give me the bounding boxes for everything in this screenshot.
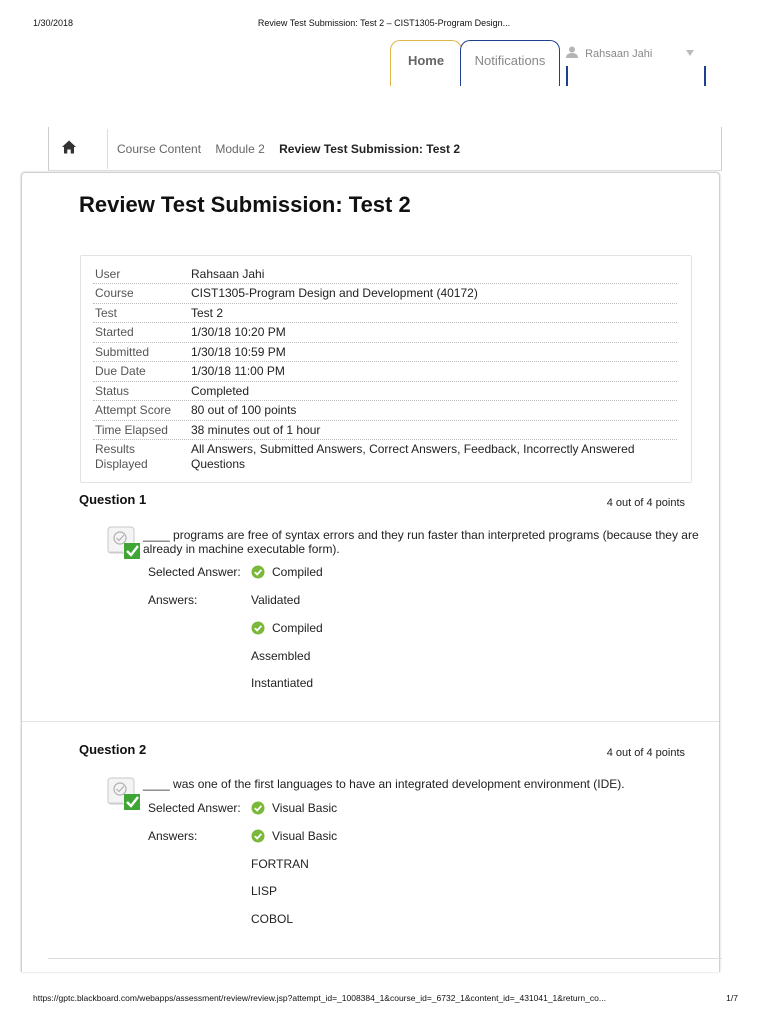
question-divider [22,721,719,722]
info-row-attempt-score [93,401,677,421]
info-label: Submitted [95,344,150,359]
info-label: Due Date [95,364,146,378]
info-row-course [93,284,677,304]
info-value: All Answers, Submitted Answers, Correct Answers, Feedback, Incorrectly Answered Questions [191,442,635,471]
info-row-started [93,323,677,343]
info-label: Status [95,383,130,398]
question-points: 4 out of 4 points [606,747,685,759]
tab-home[interactable]: Home [390,40,462,86]
info-row-user [93,265,677,284]
answers-label: Answers: [148,829,198,843]
answer-text: Visual Basic [272,829,338,843]
print-footer [33,993,738,1003]
info-row-submitted [93,343,677,363]
info-row-due-date [93,362,677,382]
breadcrumb-item-course-content[interactable]: Course Content [117,142,202,156]
tab-border-line [704,66,706,86]
selected-answer [251,565,323,579]
info-label: Started [95,325,134,339]
info-label [95,442,148,472]
info-row-results-displayed [93,440,677,474]
info-label-line2: Displayed [95,457,148,471]
breadcrumb-trail [117,142,471,156]
info-value: Completed [191,383,250,398]
info-value: Rahsaan Jahi [191,267,265,281]
question-title: Question 1 [79,492,147,507]
caret-down-icon[interactable] [685,49,695,57]
info-value: Test 2 [191,305,224,320]
page-title: Review Test Submission: Test 2 [79,192,411,217]
info-label: Course [95,286,134,300]
question-title: Question 2 [79,742,147,757]
info-label: User [95,267,121,281]
info-value: 1/30/18 11:00 PM [191,364,285,378]
info-value: CIST1305-Program Design and Development (40172) [191,286,478,300]
selected-answer-label: Selected Answer: [148,565,241,579]
answer-option: FORTRAN [251,857,309,871]
selected-answer-label: Selected Answer: [148,801,241,815]
check-circle-icon [251,565,265,579]
selected-answer-text: Visual Basic [272,801,338,815]
answer-option: Instantiated [251,676,314,690]
selected-answer [251,801,337,815]
answers-label: Answers: [148,593,198,607]
answer-option-correct [251,829,337,843]
footer-url: https://gptc.blackboard.com/webapps/assessment/review/review.jsp?attempt_id=_1008384_1&course_id=_6732_1&content_id=_431041_1&return_co... [33,993,606,1003]
check-circle-icon [251,621,265,635]
check-circle-icon [251,801,265,815]
info-label: Attempt Score [95,403,172,417]
question-text: ____ programs are free of syntax errors and they run faster than interpreted programs (because they are already in machine executable form). [143,528,699,556]
content-bottom-divider [48,958,722,959]
user-name: Rahsaan Jahi [585,48,653,60]
info-value: 80 out of 100 points [191,403,297,417]
info-row-test [93,304,677,324]
answer-text: Compiled [272,621,323,635]
breadcrumb-item-module-2[interactable]: Module 2 [215,142,265,156]
main-content [21,172,720,972]
info-row-status [93,382,677,402]
info-value: 1/30/18 10:20 PM [191,325,286,339]
info-value: 1/30/18 10:59 PM [191,344,286,359]
footer-page-number: 1/7 [726,993,738,1003]
info-row-time-elapsed [93,421,677,441]
correct-answer-icon [107,526,141,560]
tab-border-line [566,66,568,86]
info-value: 38 minutes out of 1 hour [191,422,321,437]
breadcrumb [48,127,722,171]
breadcrumb-separator [107,129,108,169]
info-label: Test [95,305,118,320]
question-text: ____ was one of the first languages to have an integrated development environment (IDE). [143,777,625,791]
user-menu[interactable] [565,46,705,60]
question-points: 4 out of 4 points [606,497,685,509]
check-circle-icon [251,829,265,843]
info-label: Time Elapsed [95,422,168,437]
selected-answer-text: Compiled [272,565,323,579]
home-icon[interactable] [61,139,77,155]
person-icon [565,46,579,58]
answer-option: LISP [251,884,278,898]
answer-option: Validated [251,593,301,607]
answer-option: COBOL [251,912,294,926]
submission-details [80,255,692,483]
print-title: Review Test Submission: Test 2 – CIST1305-Program Design... [257,18,511,28]
info-label-line1: Results [95,442,136,456]
correct-answer-icon [107,777,141,811]
breadcrumb-current: Review Test Submission: Test 2 [279,142,461,156]
print-date: 1/30/2018 [33,18,74,28]
answer-option: Assembled [251,649,311,663]
answer-option-correct [251,621,323,635]
tab-notifications[interactable]: Notifications [460,40,560,86]
